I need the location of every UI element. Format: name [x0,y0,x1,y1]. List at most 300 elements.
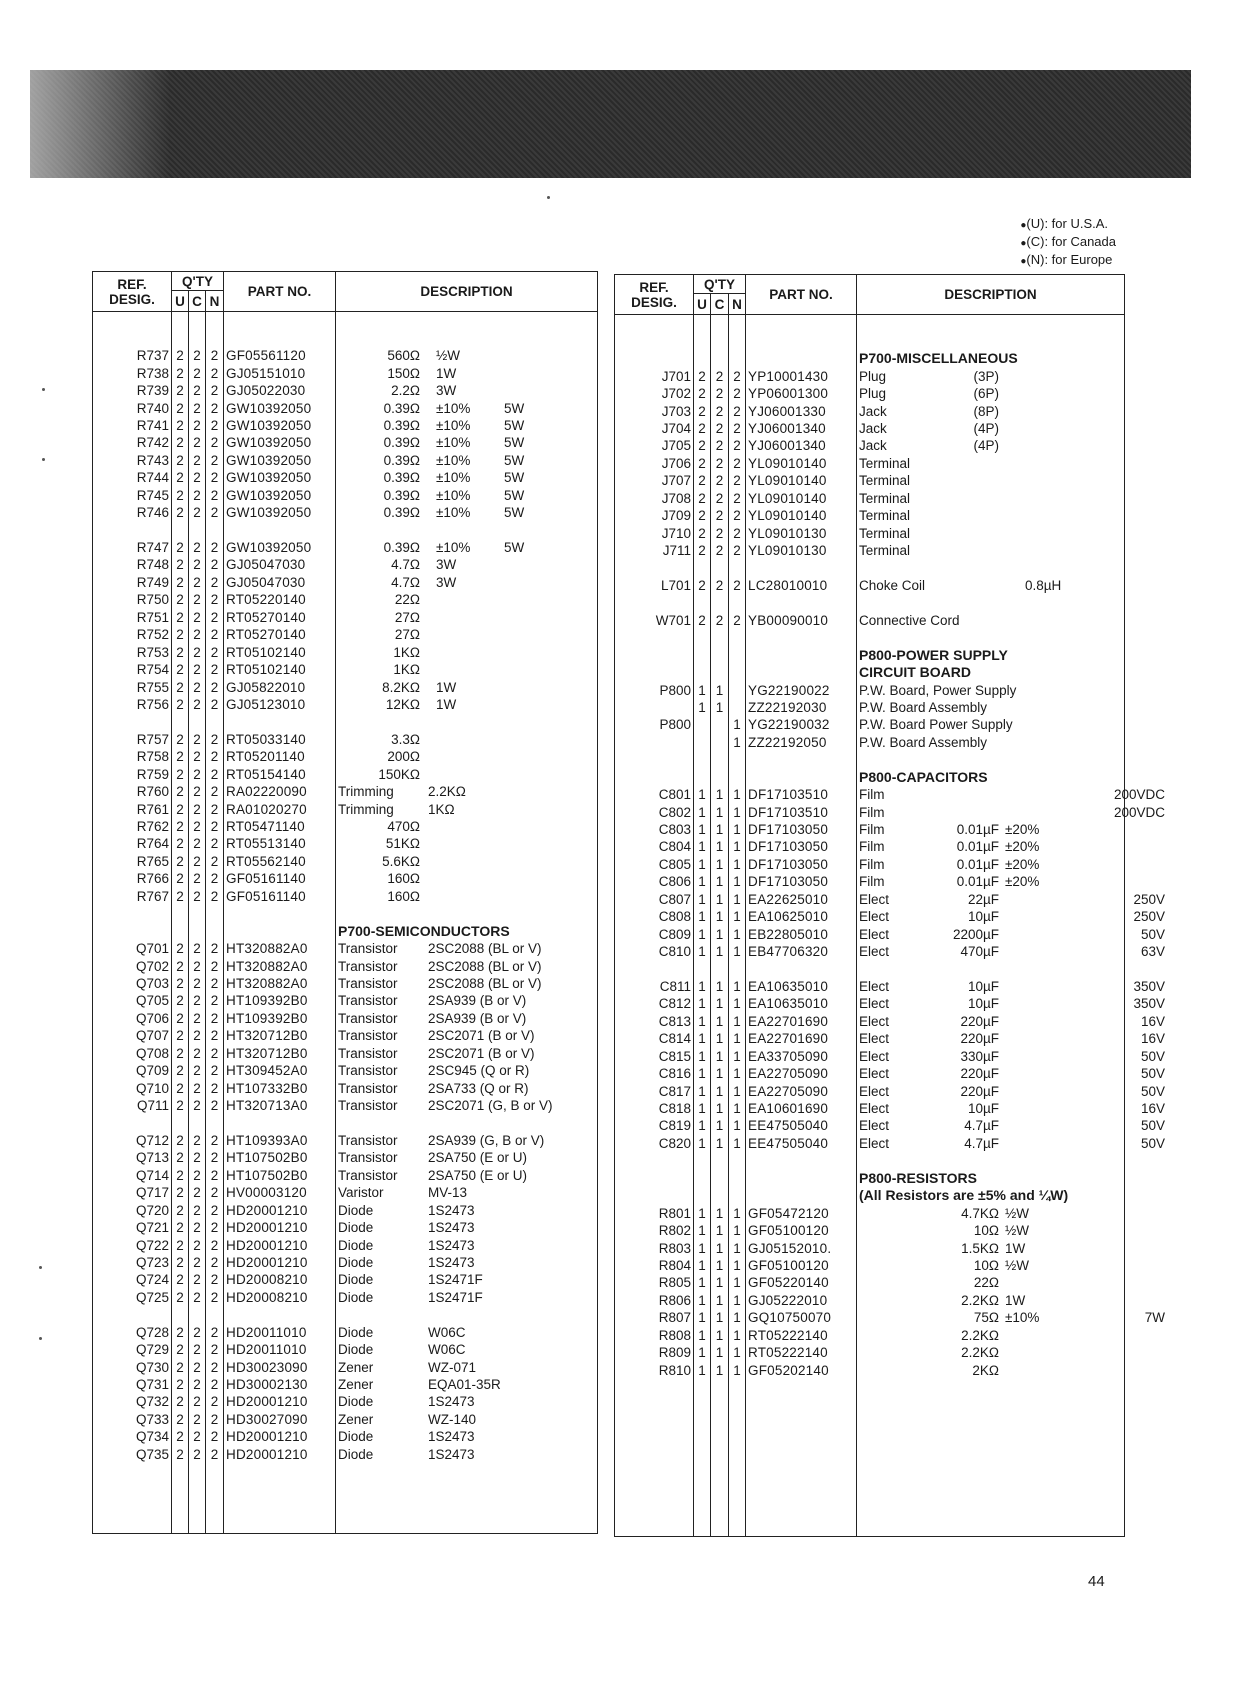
gap-row [615,1449,1125,1466]
ref-desig: C802 [615,803,694,820]
part-number: HD20001210 [224,1236,336,1253]
qty-c: 2 [189,347,206,364]
qty-c: 1 [711,1239,729,1256]
desc-type: 2SC2071 (B or V) [428,1028,535,1044]
description [336,591,598,608]
part-number: YL09010130 [746,542,857,559]
qty-u: 2 [172,626,189,643]
description [857,455,1125,472]
table-row [615,385,1125,402]
ref-desig: R765 [93,853,172,870]
col-header-description: DESCRIPTION [336,272,598,312]
part-number: GF05472120 [746,1204,857,1221]
gap-row [615,1414,1125,1431]
table-row [93,748,598,765]
table-row [93,870,598,887]
description [857,838,1125,855]
qty-u: 1 [694,1344,711,1361]
qty-n: 1 [729,1292,746,1309]
qty-c: 2 [189,469,206,486]
part-number: HT107502B0 [224,1167,336,1184]
table-row [93,1045,598,1062]
qty-n: 1 [729,1361,746,1378]
desc-category: Terminal [859,525,911,541]
description [857,612,1125,629]
desc-category: Transistor [338,993,398,1009]
table-row [93,766,598,783]
qty-n: 1 [729,891,746,908]
table-row [93,940,598,957]
desc-spec: ½W [1005,1205,1030,1221]
section-heading-cell [857,769,1125,786]
table-row [93,1289,598,1306]
desc-rating: 1W [436,365,457,381]
part-number: RT05222140 [746,1344,857,1361]
qty-n: 1 [729,1048,746,1065]
qty-n: 2 [206,731,224,748]
ref-desig: R747 [93,539,172,556]
qty-n: 2 [206,1341,224,1358]
qty-u: 2 [172,1010,189,1027]
qty-u: 2 [172,748,189,765]
part-number: YB00090010 [746,612,857,629]
description [857,402,1125,419]
gap-row [615,1518,1125,1536]
part-number: YG22190022 [746,681,857,698]
desc-value: 0.39Ω [383,452,420,468]
qty-u: 1 [694,1204,711,1221]
ref-desig: Q717 [93,1184,172,1201]
desc-type: 1S2471F [428,1289,483,1305]
qty-n: 2 [206,1149,224,1166]
table-row [93,1079,598,1096]
description [857,681,1125,698]
section-heading: P800-CAPACITORS [859,768,988,785]
description [857,1065,1165,1082]
ref-desig: R755 [93,678,172,695]
table-row [615,838,1125,855]
part-number: YJ06001340 [746,420,857,437]
desc-wattage: 5W [504,470,525,486]
qty-c: 2 [189,1376,206,1393]
qty-c: 2 [189,1289,206,1306]
desc-wattage: 5W [504,487,525,503]
ref-desig: R754 [93,661,172,678]
desc-type: 1S2473 [428,1446,475,1462]
description [336,434,598,451]
table-row [93,1358,598,1375]
description [857,507,1125,524]
desc-type: 1S2471F [428,1272,483,1288]
table-row [93,818,598,835]
gap-row [615,1379,1125,1396]
ref-desig: R756 [93,696,172,713]
qty-n: 2 [206,643,224,660]
qty-n: 2 [206,626,224,643]
qty-c: 2 [189,818,206,835]
desc-rating: 3W [436,574,457,590]
qty-c: 2 [189,382,206,399]
table-row [615,1274,1125,1291]
qty-c: 2 [189,574,206,591]
part-number: EA22701690 [746,1013,857,1030]
table-row [615,891,1125,908]
qty-n: 1 [729,1082,746,1099]
qty-c: 2 [189,643,206,660]
description [857,1222,1125,1239]
qty-c: 1 [711,1361,729,1378]
part-number: HD30023090 [224,1358,336,1375]
desc-category: Transistor [338,1028,398,1044]
part-number: RT05222140 [746,1327,857,1344]
qty-n: 1 [729,803,746,820]
section-heading: P700-SEMICONDUCTORS [338,922,510,939]
qty-n: 1 [729,856,746,873]
gap-row [615,1501,1125,1518]
desc-category: Elect [859,1118,890,1134]
ref-desig: C815 [615,1048,694,1065]
qty-n: 1 [729,1135,746,1152]
qty-c: 2 [189,888,206,905]
ref-desig: R761 [93,800,172,817]
qty-c: 1 [711,978,729,995]
part-number: GF05100120 [746,1257,857,1274]
description [336,1271,598,1288]
qty-n: 1 [729,1013,746,1030]
qty-n: 2 [206,1027,224,1044]
qty-n: 2 [206,1062,224,1079]
ref-desig [615,699,694,716]
description [857,367,1125,384]
part-number: ZZ22192030 [746,699,857,716]
part-number: YG22190032 [746,716,857,733]
qty-c: 1 [711,1257,729,1274]
ref-desig: R742 [93,434,172,451]
part-number: GJ05123010 [224,696,336,713]
gap-row [615,1466,1125,1483]
description [857,542,1125,559]
table-row [615,908,1125,925]
table-row [615,734,1125,751]
part-number: EA22625010 [746,891,857,908]
desc-type: 1S2473 [428,1220,475,1236]
part-number: HT109392B0 [224,992,336,1009]
part-number: GJ05047030 [224,574,336,591]
gap-row [615,751,1125,768]
ref-desig: Q706 [93,1010,172,1027]
qty-n: 1 [729,873,746,890]
col-header-qty: Q'TY [172,272,224,291]
table-row [93,364,598,381]
qty-c: 1 [711,1048,729,1065]
table-row [615,1204,1125,1221]
qty-c: 1 [711,856,729,873]
section-heading: P700-MISCELLANEOUS [859,350,1018,367]
part-number: HT320882A0 [224,975,336,992]
part-number: ZZ22192050 [746,734,857,751]
qty-u: 2 [172,818,189,835]
part-number: RT05270140 [224,609,336,626]
qty-c: 2 [189,1428,206,1445]
part-number: HD30002130 [224,1376,336,1393]
desc-rating: 250V [1133,909,1165,925]
qty-u: 2 [172,1254,189,1271]
part-number: HD20011010 [224,1341,336,1358]
ref-desig: J709 [615,507,694,524]
desc-category: Zener [338,1359,374,1375]
qty-u: 1 [694,838,711,855]
desc-value: (3P) [973,368,999,384]
part-number: HT107502B0 [224,1149,336,1166]
qty-u: 2 [694,367,711,384]
description [336,1376,598,1393]
desc-value: 2KΩ [972,1362,999,1378]
description [336,1027,598,1044]
desc-value: 22µF [967,891,999,907]
table-row [615,1082,1125,1099]
desc-rating: ±10% [436,470,471,486]
section-heading-cell [857,350,1125,367]
ref-desig [615,734,694,751]
qty-u: 1 [694,1274,711,1291]
desc-category: Plug [859,368,887,384]
qty-n: 1 [729,838,746,855]
qty-u: 2 [172,1027,189,1044]
qty-c: 1 [711,1204,729,1221]
desc-value: 22Ω [973,1275,999,1291]
qty-n: 2 [729,402,746,419]
qty-n: 2 [206,661,224,678]
qty-c: 1 [711,995,729,1012]
desc-category: Elect [859,1083,890,1099]
part-number: YP06001300 [746,385,857,402]
qty-c: 1 [711,1344,729,1361]
desc-spec: ½W [1005,1257,1030,1273]
description [857,1117,1165,1134]
ref-desig: R750 [93,591,172,608]
table-row [615,978,1125,995]
section-heading-row [93,922,598,939]
table-row [615,1065,1125,1082]
qty-n: 2 [206,539,224,556]
desc-category: Elect [859,1013,890,1029]
table-row [615,856,1125,873]
part-number: RT05033140 [224,731,336,748]
ref-desig: J706 [615,455,694,472]
qty-c: 2 [189,1027,206,1044]
qty-u: 2 [172,835,189,852]
desc-value: (4P) [973,420,999,436]
description [857,490,1125,507]
region-legend [1020,216,1116,270]
qty-c: 2 [189,1010,206,1027]
desc-category: Film [859,874,885,890]
col-header-u: U [172,291,189,312]
ref-desig: Q728 [93,1324,172,1341]
qty-n: 1 [729,995,746,1012]
qty-u: 1 [694,1292,711,1309]
table-row [615,1327,1125,1344]
part-number: HT109393A0 [224,1132,336,1149]
qty-n: 2 [206,1097,224,1114]
desc-value: 1KΩ [393,644,420,660]
col-header-c: C [189,291,206,312]
description [857,1327,1125,1344]
desc-category: Jack [859,438,887,454]
table-row [615,402,1125,419]
description [336,661,598,678]
qty-u: 2 [172,1132,189,1149]
table-row [615,507,1125,524]
desc-category: Diode [338,1289,374,1305]
qty-u: 2 [172,574,189,591]
qty-n: 2 [206,1428,224,1445]
ref-desig: J705 [615,437,694,454]
table-row [615,803,1125,820]
ref-desig: C808 [615,908,694,925]
table-row [93,1254,598,1271]
description [336,1446,598,1463]
qty-n: 2 [729,420,746,437]
part-number: YL09010140 [746,507,857,524]
desc-category: Transistor [338,1010,398,1026]
qty-c: 2 [189,748,206,765]
section-heading: P800-RESISTORS [859,1169,978,1186]
qty-u: 2 [172,975,189,992]
gap-row [93,713,598,730]
part-number: EB47706320 [746,943,857,960]
parts-table-left-body [93,312,598,1534]
qty-c: 2 [189,1324,206,1341]
desc-value: 470Ω [387,819,420,835]
part-number: HD20001210 [224,1219,336,1236]
qty-n: 2 [206,748,224,765]
part-number: GF05202140 [746,1361,857,1378]
table-row [93,1010,598,1027]
desc-category: Elect [859,1066,890,1082]
desc-category: Terminal [859,508,911,524]
desc-type: 2SA733 (Q or R) [428,1080,529,1096]
qty-u: 2 [172,1097,189,1114]
table-row [615,786,1125,803]
desc-rating: ½W [436,348,461,364]
scan-speck [42,458,45,461]
description [336,992,598,1009]
desc-rating: 200VDC [1113,787,1165,803]
desc-value: 4.7µF [964,1135,999,1151]
desc-category: Elect [859,1031,890,1047]
description [857,699,1125,716]
qty-c: 1 [711,1082,729,1099]
desc-type: 1S2473 [428,1202,475,1218]
qty-u: 1 [694,1309,711,1326]
desc-value: 10µF [967,996,999,1012]
part-number: YL09010140 [746,455,857,472]
qty-n: 1 [729,978,746,995]
qty-c: 2 [189,731,206,748]
part-number: YJ06001340 [746,437,857,454]
table-row [615,873,1125,890]
qty-c: 2 [189,766,206,783]
table-row [615,943,1125,960]
legend-item-usa: ● (U): for U.S.A. [1020,216,1116,234]
description [336,364,598,381]
description [336,609,598,626]
qty-c: 1 [711,908,729,925]
qty-c: 1 [711,786,729,803]
description [336,382,598,399]
desc-type: 1S2473 [428,1429,475,1445]
scan-speck [39,1266,42,1269]
description [336,800,598,817]
part-number: EA22701690 [746,1030,857,1047]
desc-wattage: 5W [504,452,525,468]
section-heading-row [615,769,1125,786]
ref-desig: Q724 [93,1271,172,1288]
desc-value: 0.39Ω [383,400,420,416]
description [336,748,598,765]
part-number: RT05220140 [224,591,336,608]
qty-u: 1 [694,1082,711,1099]
ref-desig: J703 [615,402,694,419]
part-number: GW10392050 [224,469,336,486]
part-number: HT109392B0 [224,1010,336,1027]
scan-speck [547,196,550,199]
col-header-u: U [694,294,711,315]
desc-category: Elect [859,926,890,942]
ref-desig: R766 [93,870,172,887]
section-heading-cell [857,1170,1125,1187]
qty-n: 2 [206,1289,224,1306]
table-row [93,1097,598,1114]
part-number: HD20001210 [224,1428,336,1445]
part-number: EA33705090 [746,1048,857,1065]
desc-rating: 1W [436,696,457,712]
qty-n: 2 [206,347,224,364]
ref-desig: J708 [615,490,694,507]
table-row [615,1222,1125,1239]
desc-value: 220µF [960,1031,999,1047]
qty-u: 2 [172,678,189,695]
desc-rating: 50V [1140,926,1165,942]
desc-rating: 50V [1140,1048,1165,1064]
description [336,1149,598,1166]
description [336,626,598,643]
ref-desig: R749 [93,574,172,591]
qty-u: 2 [172,940,189,957]
description [857,908,1165,925]
qty-u: 2 [172,643,189,660]
qty-n: 2 [206,574,224,591]
qty-u: 2 [172,504,189,521]
description [336,452,598,469]
part-number: HT320712B0 [224,1027,336,1044]
table-row [93,731,598,748]
table-row [93,678,598,695]
qty-c: 2 [189,835,206,852]
qty-c: 2 [711,437,729,454]
description [336,556,598,573]
parts-table-right [614,274,1165,1537]
desc-type: W06C [428,1342,466,1358]
table-row [615,1013,1125,1030]
ref-desig: Q708 [93,1045,172,1062]
part-number: EA22705090 [746,1082,857,1099]
desc-rating: 16V [1140,1013,1165,1029]
desc-type: 2.2KΩ [428,784,466,800]
desc-rating: 250V [1133,891,1165,907]
qty-n: 2 [206,1411,224,1428]
